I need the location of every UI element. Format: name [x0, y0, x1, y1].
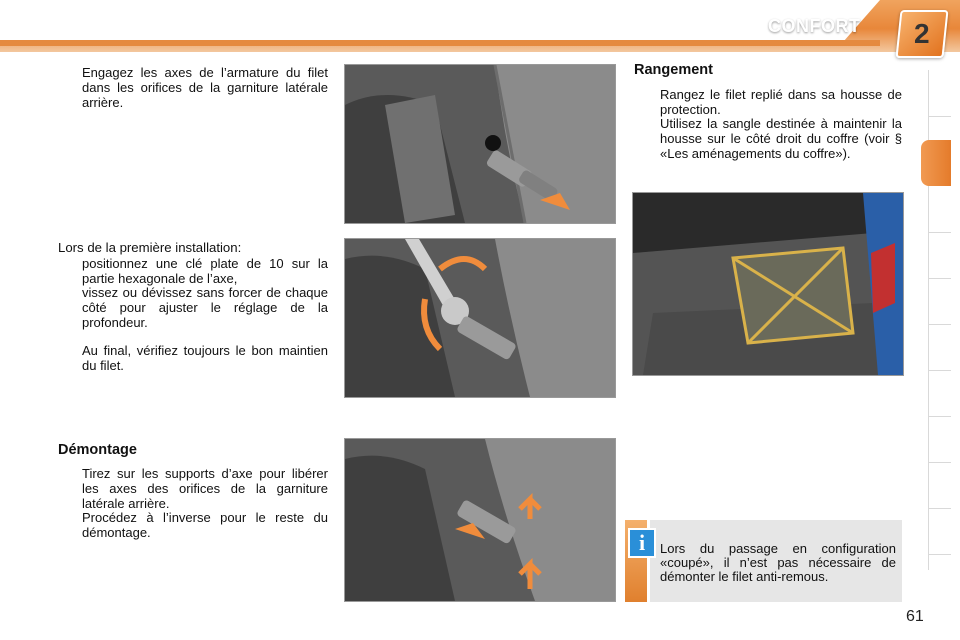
instruction-text: Tirez sur les supports d’axe pour libérer les axes des orifices de la garniture latérale arrière.	[82, 466, 328, 511]
chapter-tab[interactable]	[929, 370, 951, 417]
wrench-adjustment-illustration	[344, 238, 616, 398]
instruction-text: vissez ou dévissez sans forcer de chaque côté pour ajuster le réglage de la profondeur.	[82, 285, 328, 330]
chapter-tab[interactable]	[929, 462, 951, 509]
chapter-tab[interactable]	[929, 324, 951, 371]
axle-insertion-illustration	[344, 64, 616, 224]
instruction-text: Au final, vérifiez toujours le bon maintien du filet.	[82, 343, 328, 373]
chapter-tab[interactable]	[929, 416, 951, 463]
instruction-text: positionnez une clé plate de 10 sur la partie hexagonale de l’axe,	[82, 256, 328, 286]
removal-illustration	[344, 438, 616, 602]
chapter-tab-active[interactable]	[921, 140, 951, 186]
trunk-storage-photo	[632, 192, 904, 376]
chapter-tab[interactable]	[929, 278, 951, 325]
instruction-text: Rangez le filet replié dans sa housse de protection.	[660, 87, 902, 117]
instruction-text: Utilisez la sangle destinée à maintenir la housse sur le côté droit du coffre (voir § «Les aménagements du coffre»).	[660, 116, 902, 161]
header-white-area	[0, 0, 880, 40]
chapter-number: 2	[914, 18, 930, 49]
header-stripe	[0, 40, 880, 46]
chapter-tabs	[928, 70, 951, 570]
chapter-tab[interactable]	[929, 232, 951, 279]
info-icon: i	[628, 528, 656, 558]
page-number: 61	[906, 608, 924, 625]
chapter-tab[interactable]	[929, 70, 951, 117]
section-title: CONFORT	[768, 16, 861, 36]
chapter-tab[interactable]	[929, 508, 951, 555]
rangement-heading: Rangement	[634, 62, 713, 78]
first-install-intro: Lors de la première installation:	[58, 240, 242, 255]
instruction-text: Engagez les axes de l’armature du filet dans les orifices de la garniture latérale arrière.	[82, 65, 328, 110]
demontage-heading: Démontage	[58, 442, 137, 458]
chapter-badge	[895, 10, 948, 58]
info-note-text: Lors du passage en configuration «coupé», il n’est pas nécessaire de démonter le filet anti-remous.	[660, 541, 896, 584]
chapter-tab[interactable]	[929, 186, 951, 233]
instruction-text: Procédez à l’inverse pour le reste du démontage.	[82, 510, 328, 540]
